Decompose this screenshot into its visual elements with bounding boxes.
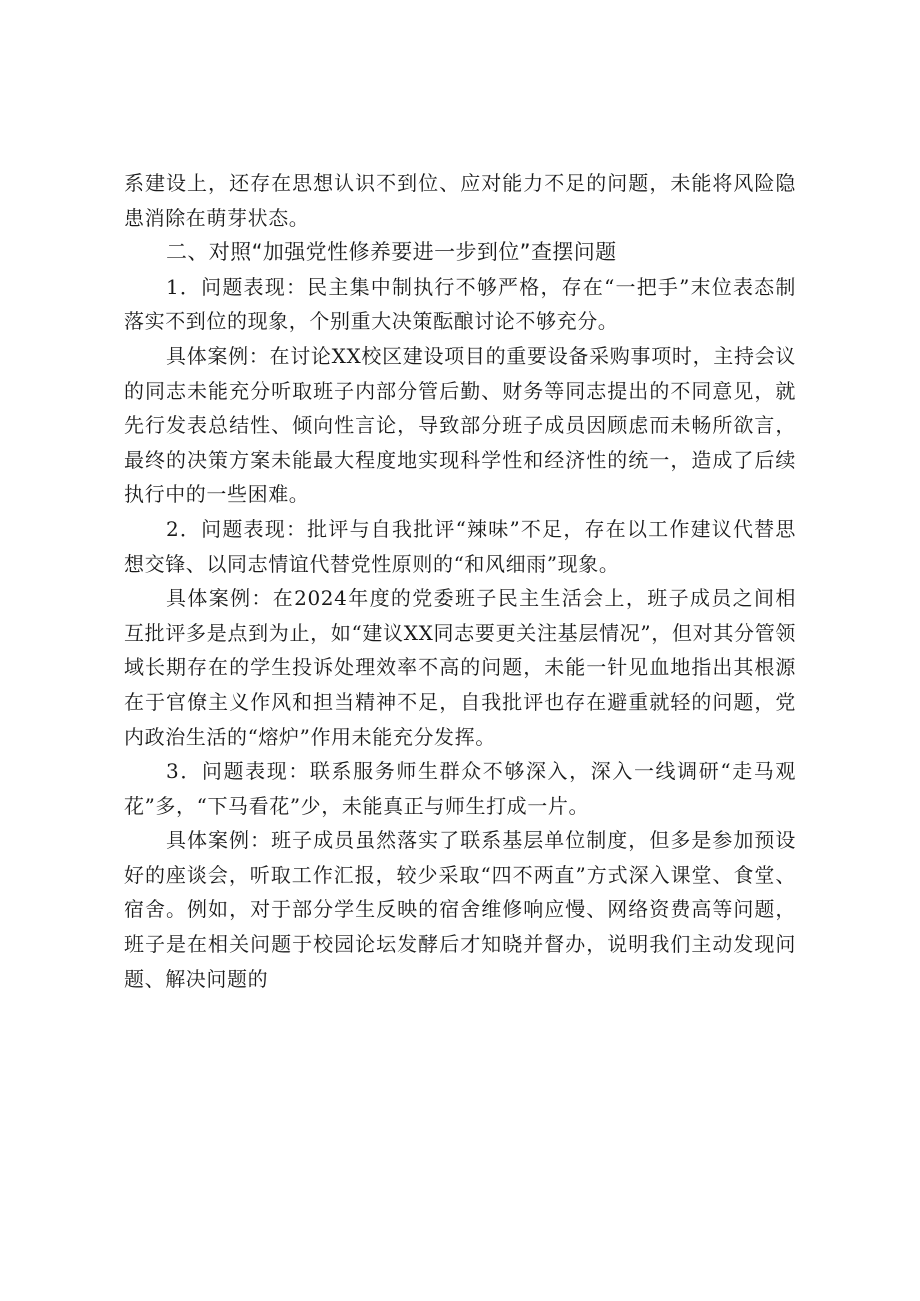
case-paragraph-1: 具体案例：在讨论XX校区建设项目的重要设备采购事项时，主持会议的同志未能充分听取班子内部分管后勤、财务等同志提出的不同意见，就先行发表总结性、倾向性言论，导致部分班子成员因顾虑而未畅所欲言，最终的决策方案未能最大程度地实现科学性和经济性的统一，造成了后续执行中的一些困难。	[124, 343, 796, 507]
case-paragraph-2: 具体案例：在2024年度的党委班子民主生活会上，班子成员之间相互批评多是点到为止，如“建议XX同志要更关注基层情况”，但对其分管领域长期存在的学生投诉处理效率不高的问题，未能一针见血地指出其根源在于官僚主义作风和担当精神不足，自我批评也存在避重就轻的问题，党内政治生活的“熔炉”作用未能充分发挥。	[124, 586, 796, 749]
section-heading: 二、对照“加强党性修养要进一步到位”查摆问题	[166, 240, 617, 265]
case-paragraph-3: 具体案例：班子成员虽然落实了联系基层单位制度，但多是参加预设好的座谈会，听取工作汇报，较少采取“四不两直”方式深入课堂、食堂、宿舍。例如，对于部分学生反映的宿舍维修响应慢、网络资费高等问题，班子是在相关问题于校园论坛发酵后才知晓并督办，说明我们主动发现问题、解决问题的	[124, 828, 796, 991]
document-page	[124, 166, 796, 996]
problem-statement-1: 1．问题表现：民主集中制执行不够严格，存在“一把手”末位表态制落实不到位的现象，个别重大决策酝酿讨论不够充分。	[124, 274, 796, 334]
problem-statement-2: 2．问题表现：批评与自我批评“辣味”不足，存在以工作建议代替思想交锋、以同志情谊代替党性原则的“和风细雨”现象。	[124, 516, 796, 576]
problem-statement-3: 3．问题表现：联系服务师生群众不够深入，深入一线调研“走马观花”多，“下马看花”少，未能真正与师生打成一片。	[124, 759, 796, 818]
body-paragraph-continued: 系建设上，还存在思想认识不到位、应对能力不足的问题，未能将风险隐患消除在萌芽状态。	[124, 171, 796, 230]
